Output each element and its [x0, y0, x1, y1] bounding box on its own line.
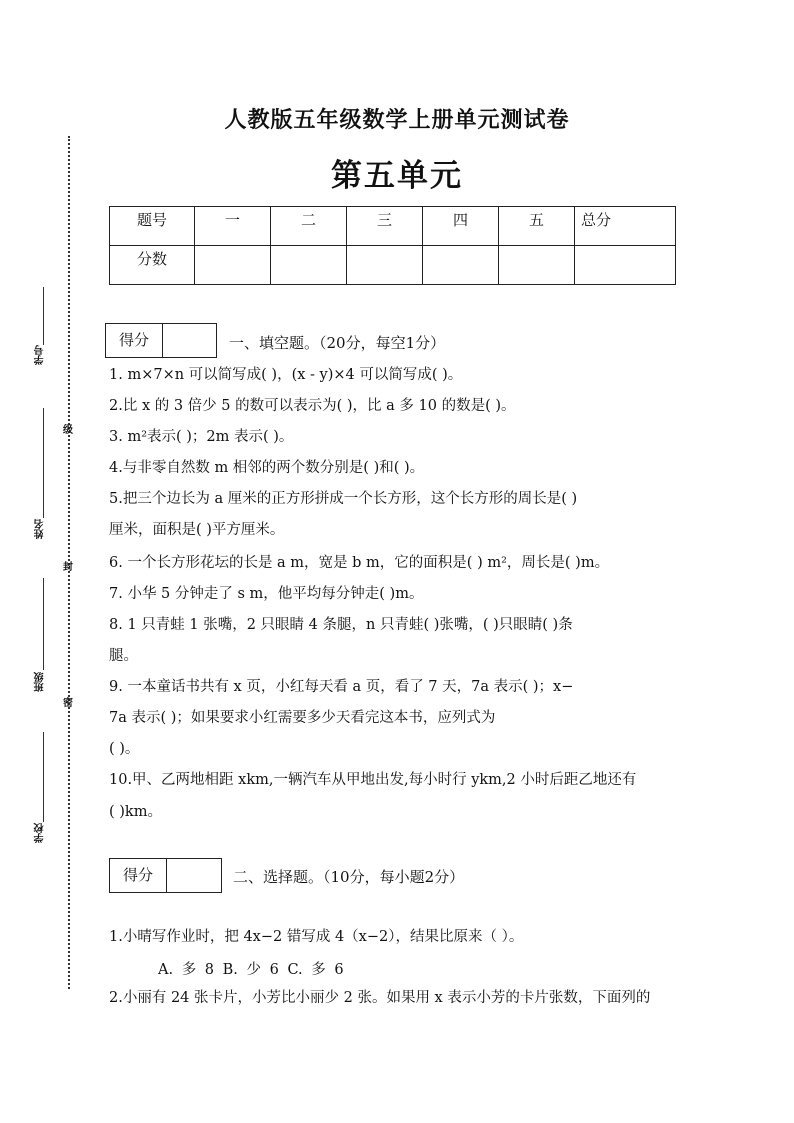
xingming-line: [43, 408, 44, 518]
section1-score-box[interactable]: [105, 323, 217, 358]
banji-label: 班级: [35, 672, 46, 692]
score-input-cell[interactable]: [347, 246, 423, 285]
xuehao-label: 学号: [35, 345, 46, 365]
banji-line: [43, 578, 44, 670]
question-line: 10.甲、乙两地相距 xkm,一辆汽车从甲地出发,每小时行 ykm,2 小时后距乙地还有: [109, 772, 637, 788]
question-line: 1. m×7×n 可以简写成( )，(x - y)×4 可以简写成( )。: [109, 367, 463, 383]
score-table-cell: 三: [347, 207, 423, 246]
score-table-score-row: [110, 246, 676, 285]
score-table: [109, 206, 676, 285]
score-box-label: 得分: [110, 859, 167, 892]
section2-heading: 二、选择题。（10分，每小题2分）: [233, 868, 465, 886]
xuexiao-line: [43, 732, 44, 822]
score-input-cell[interactable]: [423, 246, 499, 285]
question-line: ( )km。: [109, 804, 162, 820]
question-line: 7a 表示( )；如果要求小红需要多少天看完这本书，应列式为: [109, 710, 496, 726]
section1-heading: 一、填空题。（20分，每空1分）: [229, 334, 446, 352]
score-input-cell[interactable]: [575, 246, 676, 285]
score-table-cell: 分数: [110, 246, 195, 285]
score-input-cell[interactable]: [195, 246, 271, 285]
score-table-cell: 总分: [575, 207, 676, 246]
score-input-cell[interactable]: [271, 246, 347, 285]
score-table-cell: 五: [499, 207, 575, 246]
question-line: 2.比 x 的 3 倍少 5 的数可以表示为( )，比 a 多 10 的数是( )。: [109, 398, 516, 414]
xingming-label: 姓名: [35, 519, 46, 539]
xuehao-line: [43, 287, 44, 345]
score-box-label: 得分: [106, 324, 163, 357]
seal-char: 封: [63, 562, 73, 573]
unit-title: 第五单元: [331, 158, 463, 194]
question-line: 7. 小华 5 分钟走了 s m，他平均每分钟走( )m。: [109, 586, 424, 602]
question-line: 4.与非零自然数 m 相邻的两个数分别是( )和( )。: [109, 460, 425, 476]
score-table-cell: 二: [271, 207, 347, 246]
seal-char: 密: [63, 698, 73, 709]
score-input-cell[interactable]: [499, 246, 575, 285]
question-line: 8. 1 只青蛙 1 张嘴，2 只眼睛 4 条腿，n 只青蛙( )张嘴，( )只眼睛( )条: [109, 617, 573, 633]
question-line: 6. 一个长方形花坛的长是 a m，宽是 b m，它的面积是( ) m²，周长是( )m。: [109, 555, 610, 571]
question-line: 5.把三个边长为 a 厘米的正方形拼成一个长方形，这个长方形的周长是( ): [109, 491, 578, 507]
question-line: 1.小晴写作业时，把 4x−2 错写成 4（x−2），结果比原来（ ）。: [109, 929, 524, 945]
score-table-cell: 四: [423, 207, 499, 246]
xuexiao-label: 学校: [35, 823, 46, 843]
document-title: 人教版五年级数学上册单元测试卷: [224, 107, 570, 133]
section2-score-box[interactable]: [109, 858, 222, 893]
score-table-cell: 一: [195, 207, 271, 246]
score-table-cell: 题号: [110, 207, 195, 246]
question-line: ( )。: [109, 741, 140, 757]
score-table-header-row: [110, 207, 676, 246]
question-line: 厘米，面积是( )平方厘米。: [109, 522, 285, 538]
question-line: 腿。: [109, 648, 138, 664]
question-line: 3. m²表示( )；2m 表示( )。: [109, 429, 294, 445]
question-line: 9. 一本童话书共有 x 页，小红每天看 a 页，看了 7 天，7a 表示( )；x−: [109, 679, 574, 695]
question-line: 2.小丽有 24 张卡片，小芳比小丽少 2 张。如果用 x 表示小芳的卡片张数，下面列的: [109, 990, 651, 1006]
seal-char: 级: [63, 425, 73, 436]
answer-options: A. 多 8 B. 少 6 C. 多 6: [158, 962, 344, 978]
